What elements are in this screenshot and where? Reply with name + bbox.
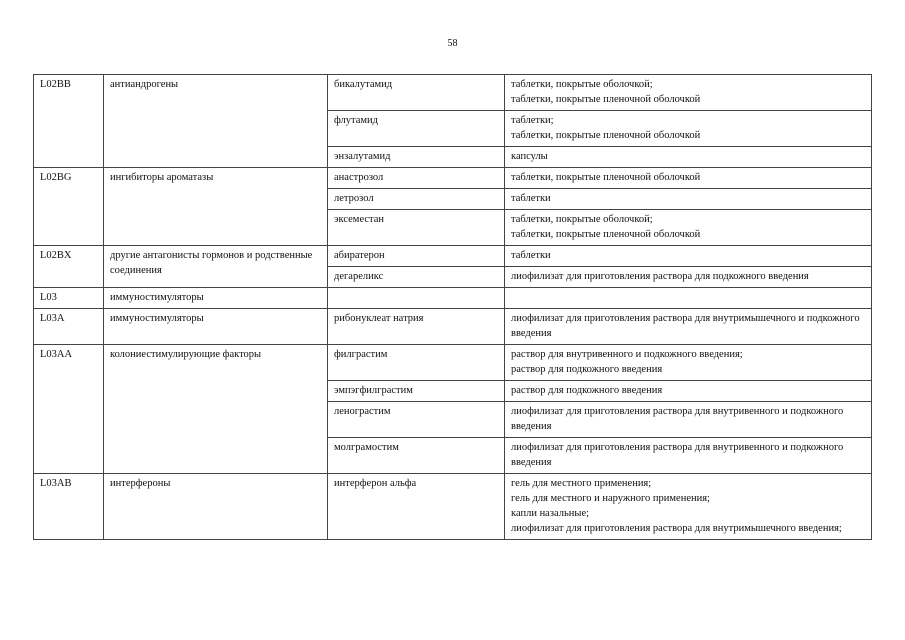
table-row (34, 288, 872, 309)
dosage-form-cell (505, 438, 872, 474)
drug-name-cell: летрозол (328, 189, 505, 210)
group-cell: ингибиторы ароматазы (104, 168, 328, 246)
drug-table (33, 74, 872, 540)
dosage-form-line: раствор для подкожного введения (511, 385, 663, 396)
drug-name-cell: ленограстим (328, 402, 505, 438)
dosage-form-cell (505, 288, 872, 309)
atc-code-cell: L02BG (34, 168, 104, 246)
atc-code-cell: L02BX (34, 246, 104, 288)
table-row (34, 309, 872, 345)
dosage-form-cell (505, 309, 872, 345)
dosage-form-cell (505, 168, 872, 189)
table-row (34, 75, 872, 111)
dosage-form-cell (505, 75, 872, 111)
dosage-form-cell (505, 111, 872, 147)
dosage-form-line: лиофилизат для приготовления раствора для внутримышечного и подкожного введения (511, 313, 860, 339)
dosage-form-line: раствор для внутривенного и подкожного введения; (511, 349, 743, 360)
dosage-form-cell (505, 189, 872, 210)
drug-name-cell: энзалутамид (328, 147, 505, 168)
dosage-form-cell (505, 402, 872, 438)
table-row (34, 345, 872, 381)
group-cell: антиандрогены (104, 75, 328, 168)
group-cell: интерфероны (104, 474, 328, 540)
table-row (34, 246, 872, 267)
atc-code-cell: L03AB (34, 474, 104, 540)
drug-name-cell: эмпэгфилграстим (328, 381, 505, 402)
drug-name-cell: филграстим (328, 345, 505, 381)
dosage-form-line: таблетки (511, 193, 551, 204)
drug-name-cell: эксеместан (328, 210, 505, 246)
group-cell: другие антагонисты гормонов и родственные соединения (104, 246, 328, 288)
dosage-form-line: таблетки; (511, 115, 554, 126)
dosage-form-cell (505, 474, 872, 540)
drug-name-cell: бикалутамид (328, 75, 505, 111)
atc-code-cell: L03AA (34, 345, 104, 474)
dosage-form-cell (505, 345, 872, 381)
drug-name-cell (328, 288, 505, 309)
dosage-form-line: таблетки (511, 250, 551, 261)
dosage-form-cell (505, 246, 872, 267)
dosage-form-line: таблетки, покрытые оболочкой; (511, 79, 653, 90)
atc-code-cell: L02BB (34, 75, 104, 168)
drug-name-cell: флутамид (328, 111, 505, 147)
dosage-form-cell (505, 210, 872, 246)
table-row (34, 474, 872, 540)
group-cell: колониестимулирующие факторы (104, 345, 328, 474)
dosage-form-line: гель для местного применения; (511, 478, 652, 489)
dosage-form-line: лиофилизат для приготовления раствора для внутривенного и подкожного введения (511, 442, 844, 468)
dosage-form-line: гель для местного и наружного применения; (511, 493, 710, 504)
drug-name-cell: интерферон альфа (328, 474, 505, 540)
drug-name-cell: молграмостим (328, 438, 505, 474)
drug-name-cell: дегареликс (328, 267, 505, 288)
drug-name-cell: абиратерон (328, 246, 505, 267)
page-number: 58 (447, 38, 458, 49)
group-cell: иммуностимуляторы (104, 309, 328, 345)
drug-name-cell: рибонуклеат натрия (328, 309, 505, 345)
group-cell: иммуностимуляторы (104, 288, 328, 309)
dosage-form-line: лиофилизат для приготовления раствора для подкожного введения (511, 271, 809, 282)
dosage-form-line: таблетки, покрытые оболочкой; (511, 214, 653, 225)
dosage-form-line: таблетки, покрытые пленочной оболочкой (511, 130, 701, 141)
table-body (34, 75, 872, 540)
dosage-form-line: таблетки, покрытые пленочной оболочкой (511, 229, 701, 240)
dosage-form-cell (505, 147, 872, 168)
table-row (34, 168, 872, 189)
dosage-form-line: таблетки, покрытые пленочной оболочкой (511, 172, 701, 183)
dosage-form-line: капсулы (511, 151, 548, 162)
dosage-form-line: капли назальные; (511, 508, 590, 519)
dosage-form-cell (505, 267, 872, 288)
atc-code-cell: L03 (34, 288, 104, 309)
atc-code-cell: L03A (34, 309, 104, 345)
dosage-form-cell (505, 381, 872, 402)
dosage-form-line: лиофилизат для приготовления раствора для внутривенного и подкожного введения (511, 406, 844, 432)
dosage-form-line: раствор для подкожного введения (511, 364, 663, 375)
dosage-form-line: таблетки, покрытые пленочной оболочкой (511, 94, 701, 105)
dosage-form-line: лиофилизат для приготовления раствора для внутримышечного введения; (511, 523, 842, 534)
drug-name-cell: анастрозол (328, 168, 505, 189)
